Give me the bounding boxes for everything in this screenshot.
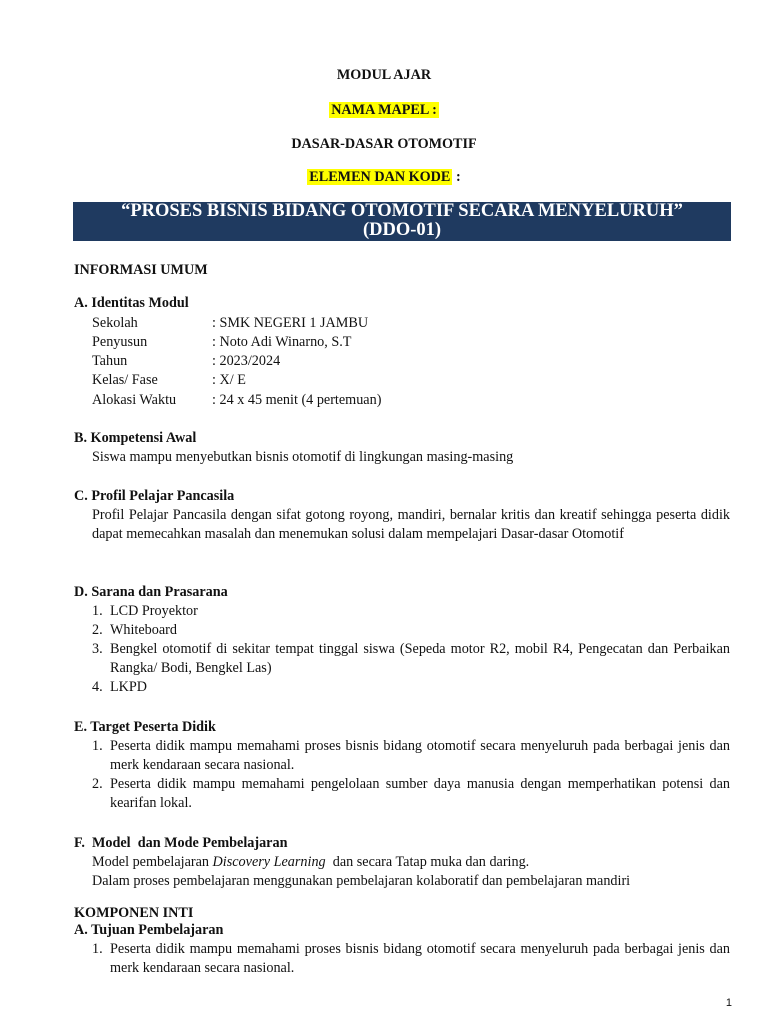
list-item [92,737,730,775]
kompetensi-text: Siswa mampu menyebutkan bisnis otomotif di lingkungan masing-masing [92,449,514,465]
model-line-1 [92,853,529,872]
list-number: 2. [92,622,103,638]
identitas-key: Sekolah [92,315,138,331]
page-number: 1 [725,997,732,1009]
identitas-key: Penyusun [92,334,148,350]
mapel-value: DASAR-DASAR OTOMOTIF [291,136,477,152]
identitas-key: Kelas/ Fase [92,372,158,388]
sarana-list [92,602,730,697]
elemen-label [0,168,768,187]
tujuan-list [92,940,730,978]
list-item [92,775,730,813]
list-text: LCD Proyektor [110,603,198,619]
identitas-value: : 24 x 45 menit (4 pertemuan) [212,392,382,408]
identitas-row [92,391,381,410]
list-text: Peserta didik mampu memahami pengelolaan sumber daya manusia dengan memperhatikan potensi dan kearifan lokal. [110,776,730,811]
list-number: 1. [92,941,103,957]
model-text-em: Discovery Learning [212,854,326,870]
komponen-inti-heading: KOMPONEN INTI [74,905,194,921]
identitas-value: : X/ E [212,372,246,388]
identitas-row [92,333,351,352]
kompetensi-heading: B. Kompetensi Awal [74,430,197,446]
identitas-value: : SMK NEGERI 1 JAMBU [212,315,369,331]
identitas-value: : Noto Adi Winarno, S.T [212,334,352,350]
sarana-heading: D. Sarana dan Prasarana [74,584,228,600]
profil-text: Profil Pelajar Pancasila dengan sifat gotong royong, mandiri, bernalar kritis dan kreatif sehingga peserta didik dapat memecahkan masalah dan menemukan solusi dalam mempelajari Dasar-dasar Otomotif [92,507,730,542]
element-banner [73,202,731,241]
list-item [92,640,730,678]
list-number: 4. [92,679,103,695]
list-number: 3. [92,641,103,657]
list-item [92,621,730,640]
banner-line-1: “PROSES BISNIS BIDANG OTOMOTIF SECARA MENYELURUH” [121,201,683,221]
list-text: Peserta didik mampu memahami proses bisnis bidang otomotif secara menyeluruh pada berbagai jenis dan merk kendaraan secara nasional. [110,738,730,773]
list-text: Bengkel otomotif di sekitar tempat tinggal siswa (Sepeda motor R2, mobil R4, Pengecatan dan Perbaikan Rangka/ Bodi, Bengkel Las) [110,641,730,676]
model-heading: F. Model dan Mode Pembelajaran [74,835,288,851]
elemen-highlight: ELEMEN DAN KODE [309,169,451,185]
model-text-b: dan secara Tatap muka dan daring. [325,854,530,870]
identitas-key: Tahun [92,353,128,369]
identitas-row [92,352,280,371]
list-number: 1. [92,603,103,619]
profil-heading: C. Profil Pelajar Pancasila [74,488,235,504]
list-number: 1. [92,738,103,754]
list-item [92,940,730,978]
list-number: 2. [92,776,103,792]
nama-mapel-label [0,101,768,120]
elemen-colon: : [455,169,461,185]
nama-mapel-highlight: NAMA MAPEL : [331,102,437,118]
target-list [92,737,730,813]
list-item [92,678,730,697]
target-heading: E. Target Peserta Didik [74,719,216,735]
banner-line-2: (DDO-01) [362,220,442,240]
model-text-a: Model pembelajaran [92,854,213,870]
identitas-row [92,314,368,333]
list-text: LKPD [110,679,148,695]
model-line-2: Dalam proses pembelajaran menggunakan pembelajaran kolaboratif dan pembelajaran mandiri [92,873,631,889]
identitas-heading: A. Identitas Modul [74,295,189,311]
identitas-key: Alokasi Waktu [92,392,177,408]
tujuan-heading: A. Tujuan Pembelajaran [74,922,224,938]
list-text: Peserta didik mampu memahami proses bisnis bidang otomotif secara menyeluruh pada berbagai jenis dan merk kendaraan secara nasional. [110,941,730,976]
document-title: MODUL AJAR [336,67,432,83]
list-item [92,602,730,621]
identitas-row [92,371,246,390]
informasi-umum-heading: INFORMASI UMUM [74,262,208,278]
list-text: Whiteboard [110,622,177,638]
identitas-value: : 2023/2024 [212,353,281,369]
